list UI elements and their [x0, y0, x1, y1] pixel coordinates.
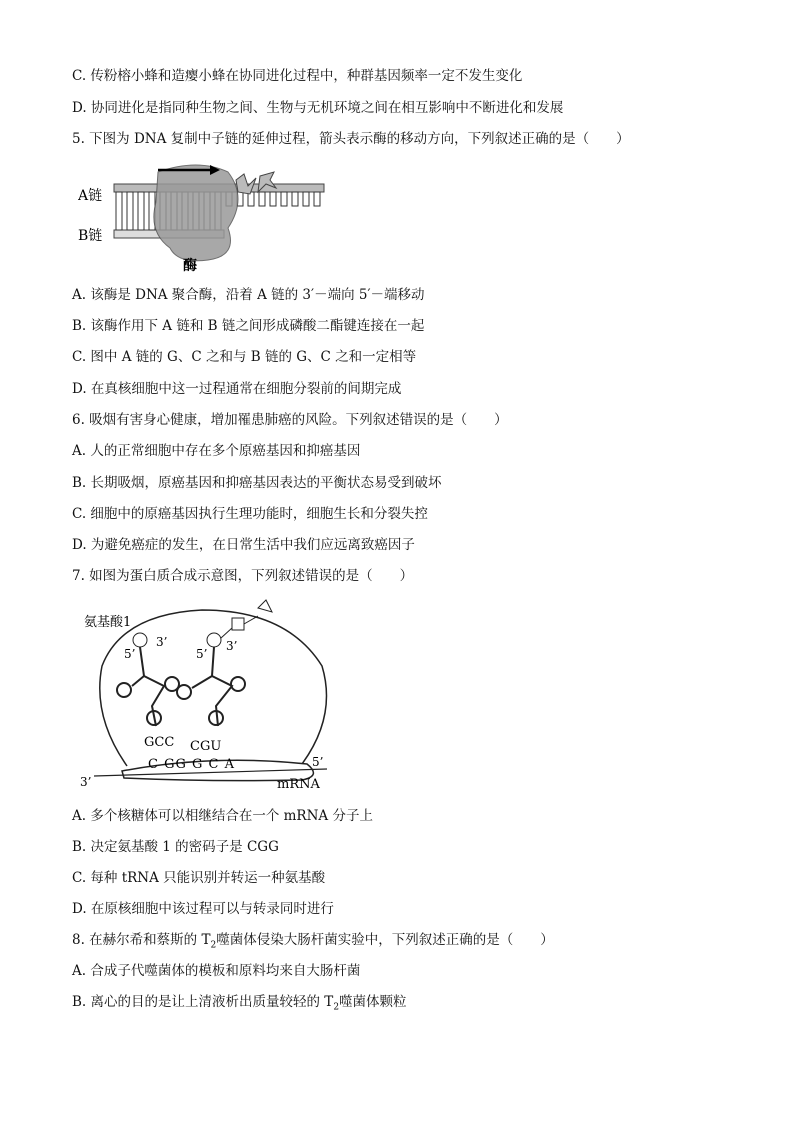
amino-acid-1-label: 氨基酸1	[84, 615, 132, 630]
base-rung	[127, 192, 133, 230]
option-8b	[72, 993, 407, 1017]
base-rung	[259, 192, 265, 206]
option-4c: C. 传粉榕小蜂和造瘿小蜂在协同进化过程中，种群基因频率一定不发生变化	[72, 68, 523, 84]
option-6d: D. 为避免癌症的发生，在日常生活中我们应远离致癌因子	[72, 537, 415, 553]
option-8a: A. 合成子代噬菌体的模板和原料均来自大肠杆菌	[72, 963, 361, 979]
q8b-pre: B. 离心的目的是让上清液析出质量较轻的 T	[72, 994, 334, 1010]
base-rung	[314, 192, 320, 206]
trna-left-3-end: 3’	[156, 635, 168, 649]
mrna-codons: C GG G C A	[148, 757, 235, 772]
q8-post: 噬菌体侵染大肠杆菌实验中，下列叙述正确的是（ ）	[216, 932, 554, 948]
option-7a: A. 多个核糖体可以相继结合在一个 mRNA 分子上	[72, 808, 373, 824]
question-5: 5. 下图为 DNA 复制中子链的延伸过程，箭头表示酶的移动方向，下列叙述正确的是（ ）	[72, 131, 630, 147]
mrna-3-end: 3’	[80, 775, 92, 789]
base-rung	[138, 192, 144, 230]
option-5c: C. 图中 A 链的 G、C 之和与 B 链的 G、C 之和一定相等	[72, 349, 417, 365]
mrna-label: mRNA	[277, 777, 320, 792]
strand-a-label: A链	[78, 188, 103, 204]
strand-b-label: B链	[78, 228, 103, 244]
option-6c: C. 细胞中的原癌基因执行生理功能时，细胞生长和分裂失控	[72, 506, 428, 522]
option-6b: B. 长期吸烟，原癌基因和抑癌基因表达的平衡状态易受到破坏	[72, 475, 442, 491]
question-8	[72, 931, 554, 955]
q8b-sub: 2	[333, 1002, 340, 1013]
trna-left-5-end: 5’	[124, 647, 136, 661]
option-5b: B. 该酶作用下 A 链和 B 链之间形成磷酸二酯键连接在一起	[72, 318, 425, 334]
trna-right-5-end: 5’	[196, 647, 208, 661]
base-rung	[270, 192, 276, 206]
base-rung	[303, 192, 309, 206]
option-7d: D. 在原核细胞中该过程可以与转录同时进行	[72, 901, 334, 917]
option-6a: A. 人的正常细胞中存在多个原癌基因和抑癌基因	[72, 443, 361, 459]
question-7: 7. 如图为蛋白质合成示意图，下列叙述错误的是（ ）	[72, 568, 414, 584]
anticodon-left: GCC	[144, 735, 175, 750]
option-5d: D. 在真核细胞中这一过程通常在细胞分裂前的间期完成	[72, 381, 402, 397]
enzyme-label: 酶	[183, 258, 197, 274]
q8-sub: 2	[210, 940, 217, 951]
option-7c: C. 每种 tRNA 只能识别并转运一种氨基酸	[72, 870, 326, 886]
base-rung	[281, 192, 287, 206]
trna-right-3-end: 3’	[226, 639, 238, 653]
q8-pre: 8. 在赫尔希和蔡斯的 T	[72, 932, 211, 948]
dna-replication-figure	[78, 158, 338, 278]
q8b-post: 噬菌体颗粒	[339, 994, 407, 1010]
base-rung	[292, 192, 298, 206]
mrna-5-end: 5’	[312, 755, 324, 769]
question-6: 6. 吸烟有害身心健康，增加罹患肺癌的风险。下列叙述错误的是（ ）	[72, 412, 508, 428]
option-7b: B. 决定氨基酸 1 的密码子是 CGG	[72, 839, 279, 855]
option-4d: D. 协同进化是指同种生物之间、生物与无机环境之间在相互影响中不断进化和发展	[72, 100, 564, 116]
base-rung	[116, 192, 122, 230]
protein-synthesis-figure	[72, 596, 362, 796]
anticodon-right: CGU	[190, 739, 222, 754]
option-5a: A. 该酶是 DNA 聚合酶，沿着 A 链的 3′－端向 5′－端移动	[72, 287, 425, 303]
